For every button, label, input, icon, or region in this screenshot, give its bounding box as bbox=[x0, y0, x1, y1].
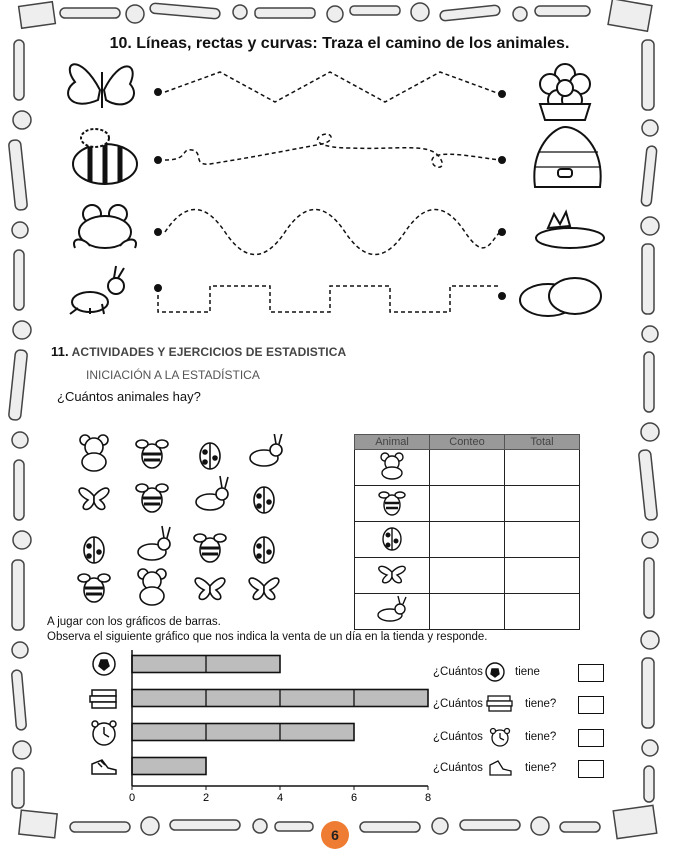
books-icon bbox=[483, 694, 517, 714]
rabbit-icon bbox=[196, 476, 228, 510]
ladybug-icon bbox=[254, 487, 274, 513]
teddy-bear-icon bbox=[355, 450, 430, 486]
end-dot bbox=[499, 91, 505, 97]
frog-icon bbox=[74, 205, 136, 248]
zigzag-trace-path[interactable] bbox=[165, 72, 500, 102]
header-total: Total bbox=[505, 435, 580, 450]
rabbit-icon bbox=[250, 434, 282, 466]
ladybug-icon bbox=[84, 537, 104, 563]
square-trace-path[interactable] bbox=[158, 286, 500, 312]
butterfly-icon bbox=[355, 558, 430, 594]
question-suffix: tiene bbox=[515, 666, 540, 678]
total-cell[interactable] bbox=[505, 486, 580, 522]
start-dot bbox=[155, 157, 161, 163]
answer-box[interactable] bbox=[578, 760, 604, 778]
question-row bbox=[433, 694, 556, 714]
question-prefix: ¿Cuántos bbox=[433, 731, 483, 743]
page-number: 6 bbox=[321, 821, 349, 849]
question-suffix: tiene? bbox=[525, 698, 557, 710]
wave-trace-path[interactable] bbox=[165, 210, 500, 255]
x-tick-label: 8 bbox=[424, 792, 432, 804]
alarm-clock-icon bbox=[483, 727, 517, 747]
bar-intro-line-2: Observa el siguiente gráfico que nos indica la venta de un día en la tienda y responde. bbox=[47, 631, 488, 643]
question-prefix: ¿Cuántos bbox=[433, 762, 483, 774]
bee-icon bbox=[194, 534, 226, 562]
bee-icon bbox=[73, 129, 137, 184]
question-row bbox=[433, 758, 556, 778]
start-dot bbox=[155, 89, 161, 95]
right-border-doodles bbox=[638, 40, 659, 802]
tally-table bbox=[354, 434, 580, 630]
bee-icon bbox=[78, 574, 110, 602]
answer-box[interactable] bbox=[578, 664, 604, 682]
butterfly-icon bbox=[195, 578, 225, 599]
bar-sneaker bbox=[132, 758, 206, 775]
answer-box[interactable] bbox=[578, 729, 604, 747]
lily-pad-icon bbox=[536, 212, 604, 248]
teddy-bear-icon bbox=[138, 569, 166, 605]
conteo-cell[interactable] bbox=[430, 450, 505, 486]
table-row bbox=[355, 558, 580, 594]
ladybug-icon bbox=[254, 537, 274, 563]
section-11-heading: ACTIVIDADES Y EJERCICIOS DE ESTADISTICA bbox=[71, 345, 347, 359]
table-row bbox=[355, 522, 580, 558]
bee-icon bbox=[355, 486, 430, 522]
question-suffix: tiene? bbox=[525, 762, 557, 774]
total-cell[interactable] bbox=[505, 522, 580, 558]
butterfly-icon bbox=[79, 488, 109, 509]
conteo-cell[interactable] bbox=[430, 558, 505, 594]
ant-icon bbox=[70, 266, 124, 314]
answer-box[interactable] bbox=[578, 696, 604, 714]
flower-icon bbox=[540, 64, 590, 120]
x-tick-label: 2 bbox=[202, 792, 210, 804]
bar-alarm-clock bbox=[132, 724, 354, 741]
bar-graph-intro bbox=[47, 615, 488, 645]
table-row bbox=[355, 486, 580, 522]
soccer-ball-icon bbox=[93, 653, 115, 675]
end-dot bbox=[499, 293, 505, 299]
teddy-bear-icon bbox=[80, 435, 108, 471]
books-icon bbox=[90, 690, 116, 708]
conteo-cell[interactable] bbox=[430, 522, 505, 558]
header-animal: Animal bbox=[355, 435, 430, 450]
bar-chart bbox=[70, 648, 440, 810]
butterfly-icon bbox=[249, 578, 279, 599]
tracing-exercise bbox=[60, 52, 620, 342]
section-11-title bbox=[51, 344, 346, 359]
x-tick-label: 6 bbox=[350, 792, 358, 804]
x-tick-label: 4 bbox=[276, 792, 284, 804]
bar-intro-line-1: A jugar con los gráficos de barras. bbox=[47, 616, 221, 628]
soccer-ball-icon bbox=[483, 662, 507, 682]
beehive-icon bbox=[534, 127, 601, 187]
section-11-subtitle: INICIACIÓN A LA ESTADÍSTICA bbox=[86, 368, 260, 382]
question-prefix: ¿Cuántos bbox=[433, 666, 483, 678]
bee-icon bbox=[136, 484, 168, 512]
question-suffix: tiene? bbox=[525, 731, 557, 743]
question-row bbox=[433, 727, 556, 747]
total-cell[interactable] bbox=[505, 594, 580, 630]
bee-icon bbox=[136, 440, 168, 468]
total-cell[interactable] bbox=[505, 558, 580, 594]
count-question: ¿Cuántos animales hay? bbox=[57, 389, 201, 404]
header-conteo: Conteo bbox=[430, 435, 505, 450]
question-prefix: ¿Cuántos bbox=[433, 698, 483, 710]
x-tick-label: 0 bbox=[128, 792, 136, 804]
conteo-cell[interactable] bbox=[430, 486, 505, 522]
sneaker-icon bbox=[92, 760, 116, 774]
rabbit-icon bbox=[138, 526, 170, 560]
ladybug-icon bbox=[355, 522, 430, 558]
top-border-doodles bbox=[19, 0, 652, 31]
bread-icon bbox=[520, 278, 601, 316]
animal-grid bbox=[70, 434, 290, 614]
section-11-number: 11. bbox=[51, 344, 69, 359]
sneaker-icon bbox=[483, 757, 517, 779]
question-row bbox=[433, 662, 540, 682]
end-dot bbox=[499, 157, 505, 163]
alarm-clock-icon bbox=[92, 721, 116, 745]
left-border-doodles bbox=[8, 40, 31, 808]
table-row bbox=[355, 450, 580, 486]
start-dot bbox=[155, 229, 161, 235]
section-10-title: 10. Líneas, rectas y curvas: Traza el camino de los animales. bbox=[109, 35, 570, 52]
butterfly-icon bbox=[68, 64, 134, 108]
loop-trace-path[interactable] bbox=[165, 134, 500, 167]
total-cell[interactable] bbox=[505, 450, 580, 486]
end-dot bbox=[499, 229, 505, 235]
ladybug-icon bbox=[200, 443, 220, 469]
